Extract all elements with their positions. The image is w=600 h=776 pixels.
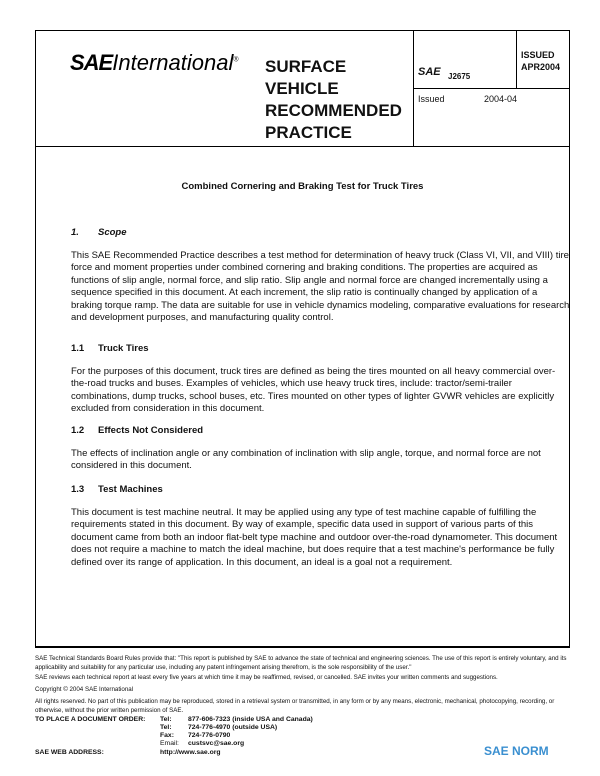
- logo-brand: SAE: [70, 50, 113, 75]
- effects-paragraph: The effects of inclination angle or any combination of inclination with slip angle, torque, and normal force are not considered in this document.: [71, 448, 541, 472]
- section-heading-effects: [71, 425, 203, 436]
- tel-inside-usa[interactable]: 877-606-7323 (inside USA and Canada): [188, 716, 313, 723]
- sae-norm-text: SAE NORM: [484, 744, 549, 758]
- document-type: [265, 56, 402, 144]
- doc-type-line: RECOMMENDED: [265, 101, 402, 120]
- issued-label: ISSUED: [521, 50, 555, 60]
- issued-box: [521, 49, 560, 73]
- sae-small-logo: SAE: [418, 66, 441, 78]
- section-heading-test-machines: [71, 484, 163, 495]
- issued-box-divider: [516, 30, 517, 88]
- section-title: Scope: [98, 227, 127, 238]
- section-title: Truck Tires: [98, 343, 149, 354]
- sae-norm-logo: [484, 742, 549, 760]
- issued-box-bottom: [413, 88, 570, 89]
- truck-tires-paragraph: For the purposes of this document, truck tires are defined as being the tires mounted on all heavy commercial over-the-road trucks and buses. Examples of vehicles, which use heavy truck tires, include: tractor/semi-trailer combinations, dump trucks, school buses, etc. Tires mounted on other types of lighter GVWR vehicles are explicitly excluded from consideration in this document.: [71, 366, 556, 415]
- email-label: Email:: [160, 740, 179, 747]
- header-divider: [35, 146, 570, 147]
- tel-outside-usa[interactable]: 724-776-4970 (outside USA): [188, 724, 278, 731]
- scope-paragraph: This SAE Recommended Practice describes a test method for determination of heavy truck (Class VI, VII, and VIII) tire force and moment properties under combined cornering and braking conditions. The properties are acquired as functions of slip angle, normal force, and slip ratio. Slip angle and normal force are changed incrementally using a sequence specified in this document. At each increment, the slip ratio is continually changed by application of a braking torque ramp. The data are suitable for use in vehicle dynamics modeling, comparative evaluations for research and development purposes, and manufacturing quality control.: [71, 250, 570, 324]
- web-link[interactable]: http://www.sae.org: [160, 749, 221, 756]
- section-number: 1.2: [71, 425, 85, 436]
- section-title: Test Machines: [98, 484, 163, 495]
- doc-type-line: SURFACE: [265, 57, 347, 76]
- order-label: TO PLACE A DOCUMENT ORDER:: [35, 716, 146, 723]
- logo-text: International: [112, 50, 234, 75]
- section-number: 1.1: [71, 343, 85, 354]
- document-title: Combined Cornering and Braking Test for Truck Tires: [181, 181, 424, 192]
- footer-copyright: Copyright © 2004 SAE International: [35, 686, 134, 693]
- section-heading-truck-tires: [71, 343, 149, 354]
- section-title: Effects Not Considered: [98, 425, 204, 436]
- doc-type-line: PRACTICE: [265, 123, 352, 142]
- doc-type-line: VEHICLE: [265, 79, 339, 98]
- footer-rules: SAE Technical Standards Board Rules provide that: "This report is published by SAE to advance the state of technical and engineering sciences. The use of this report is entirely voluntary, and its applicability and suitability for any particular use, including any patent infringement arising therefrom, is the sole responsibility of the user.": [35, 655, 567, 671]
- footer-rights: All rights reserved. No part of this publication may be reproduced, stored in a retrieval system or transmitted, in any form or by any means, electronic, mechanical, photocopying, recording, or otherwise, without the prior written permission of SAE.: [35, 698, 555, 714]
- issued-line-date: 2004-04: [484, 94, 518, 104]
- issued-code: APR2004: [521, 62, 561, 72]
- sae-international-logo: [70, 50, 239, 76]
- logo-mark: ®: [233, 56, 239, 64]
- email-link[interactable]: custsvc@sae.org: [188, 740, 245, 747]
- web-label: SAE WEB ADDRESS:: [35, 749, 104, 756]
- test-machines-paragraph: This document is test machine neutral. It may be applied using any type of test machine capable of fulfilling the requirements stated in this document. By way of example, specific data used in support of various parts of this document came from both an indoor flat-belt type machine and outdoor over-the-road dynamometer. This document does not require a machine to match the ideal machine, but does require that a test machine's performance be fully defined over its range of application. In this document, an ideal is a goal not a requirement.: [71, 507, 558, 568]
- issued-line-label: Issued: [418, 94, 445, 104]
- fax-label: Fax:: [160, 732, 174, 739]
- tel-label-2: Tel:: [160, 724, 172, 731]
- section-number: 1.3: [71, 484, 85, 495]
- fax-number: 724-776-0790: [188, 732, 231, 739]
- section-heading-scope: [71, 227, 127, 238]
- footer-review: SAE reviews each technical report at least every five years at which time it may be reaffirmed, revised, or cancelled. SAE invites your written comments and suggestions.: [35, 674, 498, 681]
- section-number: 1.: [71, 227, 79, 238]
- body-bottom-line: [35, 647, 570, 648]
- document-number: J2675: [448, 72, 471, 81]
- tel-label: Tel:: [160, 716, 172, 723]
